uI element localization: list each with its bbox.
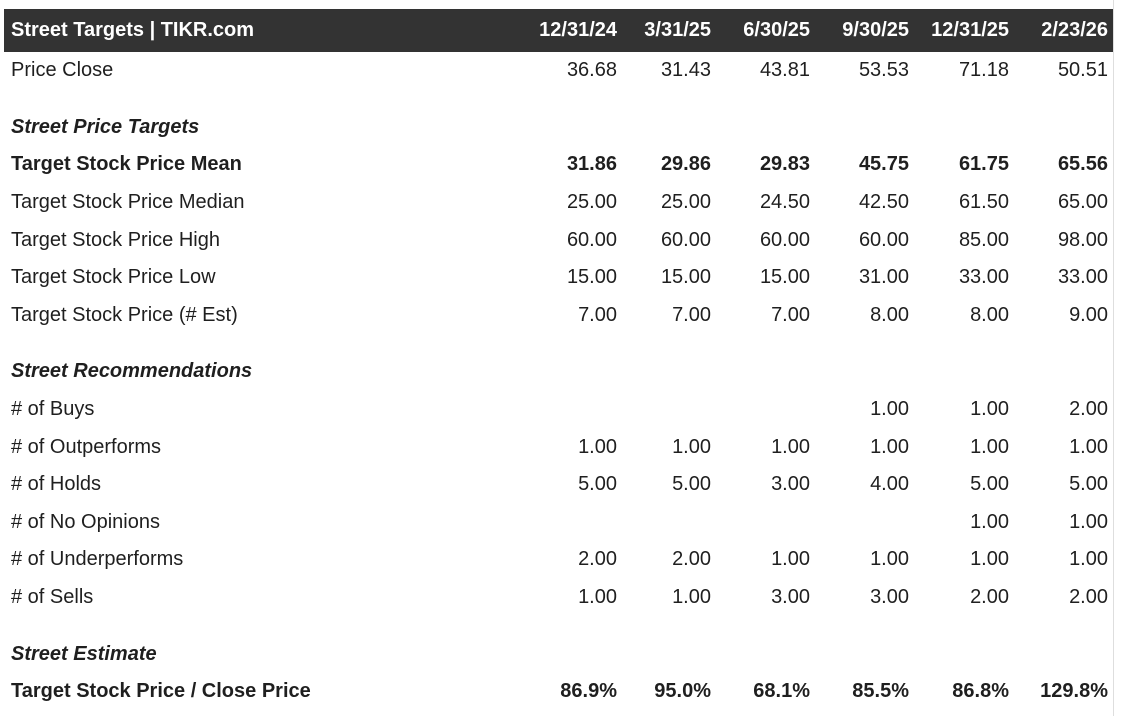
table-cell: 1.00 xyxy=(672,586,711,609)
table-cell: 50.51 xyxy=(1057,59,1108,82)
section-heading: Street Recommendations xyxy=(11,360,253,383)
table-cell xyxy=(716,504,815,542)
section-header-recommendations xyxy=(4,353,1113,391)
table-cell: 65.56 xyxy=(1057,153,1108,176)
table-cell: 1.00 xyxy=(1069,510,1108,533)
table-cell: 1.00 xyxy=(578,435,617,458)
section-heading: Street Price Targets xyxy=(11,115,200,138)
table-cell: 4.00 xyxy=(870,473,909,496)
date-header[interactable]: 12/31/24 xyxy=(539,19,617,41)
table-cell xyxy=(716,391,815,429)
table-cell: 25.00 xyxy=(660,191,711,214)
table-row-target-low xyxy=(4,259,1113,297)
table-cell: 1.00 xyxy=(870,435,909,458)
table-cell: 2.00 xyxy=(672,548,711,571)
table-cell: 61.50 xyxy=(958,191,1009,214)
table-row-buys xyxy=(4,391,1113,429)
table-cell: 1.00 xyxy=(970,435,1009,458)
table-cell: 2.00 xyxy=(970,586,1009,609)
table-cell xyxy=(622,504,716,542)
date-header[interactable]: 9/30/25 xyxy=(842,19,909,41)
table-cell: 1.00 xyxy=(970,398,1009,421)
table-cell: 36.68 xyxy=(566,59,617,82)
row-label: # of Underperforms xyxy=(11,548,184,571)
table-cell: 60.00 xyxy=(759,228,810,251)
row-label: Target Stock Price Low xyxy=(11,266,216,289)
table-cell: 129.8% xyxy=(1040,680,1108,703)
date-header[interactable]: 3/31/25 xyxy=(644,19,711,41)
table-cell: 95.0% xyxy=(654,680,711,703)
table-row-target-mean xyxy=(4,146,1113,184)
table-row-price-close xyxy=(4,52,1113,90)
table-cell: 42.50 xyxy=(858,191,909,214)
table-cell: 1.00 xyxy=(970,510,1009,533)
table-cell: 86.9% xyxy=(560,680,617,703)
table-cell: 1.00 xyxy=(870,398,909,421)
table-cell: 2.00 xyxy=(1069,398,1108,421)
table-cell: 1.00 xyxy=(578,586,617,609)
row-label: Target Stock Price / Close Price xyxy=(11,680,311,703)
table-row-no-opinions xyxy=(4,504,1113,542)
row-label: Target Stock Price Mean xyxy=(11,153,242,176)
table-cell: 1.00 xyxy=(870,548,909,571)
table-row-sells xyxy=(4,579,1113,617)
table-cell: 2.00 xyxy=(1069,586,1108,609)
table-cell: 68.1% xyxy=(753,680,810,703)
table-cell: 53.53 xyxy=(858,59,909,82)
table-cell: 29.83 xyxy=(759,153,810,176)
table-cell: 71.18 xyxy=(958,59,1009,82)
section-heading: Street Estimate xyxy=(11,642,157,665)
row-label: # of Sells xyxy=(11,586,94,609)
table-cell: 60.00 xyxy=(858,228,909,251)
table-cell: 1.00 xyxy=(672,435,711,458)
table-cell: 15.00 xyxy=(660,266,711,289)
table-cell: 31.86 xyxy=(566,153,617,176)
table-cell: 33.00 xyxy=(958,266,1009,289)
table-cell: 85.5% xyxy=(852,680,909,703)
table-title: Street Targets | TIKR.com xyxy=(11,19,255,41)
table-cell: 98.00 xyxy=(1057,228,1108,251)
date-header[interactable]: 6/30/25 xyxy=(743,19,810,41)
row-label: Price Close xyxy=(11,59,114,82)
table-cell: 24.50 xyxy=(759,191,810,214)
row-label: # of Buys xyxy=(11,398,95,421)
table-cell: 65.00 xyxy=(1057,191,1108,214)
row-label: Target Stock Price Median xyxy=(11,191,245,214)
section-header-estimate xyxy=(4,635,1113,673)
table-cell xyxy=(622,391,716,429)
table-cell: 1.00 xyxy=(970,548,1009,571)
table-row-underperforms xyxy=(4,541,1113,579)
table-cell xyxy=(815,504,914,542)
row-label: Target Stock Price (# Est) xyxy=(11,303,238,326)
table-cell: 8.00 xyxy=(970,303,1009,326)
table-cell: 3.00 xyxy=(771,473,810,496)
table-cell: 5.00 xyxy=(672,473,711,496)
table-cell: 3.00 xyxy=(771,586,810,609)
spacer-row xyxy=(4,334,1113,353)
table-cell: 3.00 xyxy=(870,586,909,609)
table-cell: 60.00 xyxy=(660,228,711,251)
table-cell: 43.81 xyxy=(759,59,810,82)
table-cell: 1.00 xyxy=(771,548,810,571)
table-row-target-median xyxy=(4,184,1113,222)
table-row-outperforms xyxy=(4,428,1113,466)
table-cell: 29.86 xyxy=(660,153,711,176)
table-cell: 45.75 xyxy=(858,153,909,176)
table-cell: 33.00 xyxy=(1057,266,1108,289)
row-label: # of No Opinions xyxy=(11,510,160,533)
street-targets-table xyxy=(4,9,1113,711)
table-cell: 86.8% xyxy=(952,680,1009,703)
table-cell: 60.00 xyxy=(566,228,617,251)
table-cell: 1.00 xyxy=(1069,548,1108,571)
table-cell: 25.00 xyxy=(566,191,617,214)
table-row-target-close-ratio xyxy=(4,673,1113,711)
table-cell: 9.00 xyxy=(1069,303,1108,326)
table-cell: 5.00 xyxy=(578,473,617,496)
table-row-holds xyxy=(4,466,1113,504)
table-cell: 5.00 xyxy=(1069,473,1108,496)
table-cell: 7.00 xyxy=(578,303,617,326)
right-border xyxy=(1113,0,1114,716)
row-label: Target Stock Price High xyxy=(11,228,220,251)
table-cell: 31.43 xyxy=(660,59,711,82)
row-label: # of Holds xyxy=(11,473,102,496)
table-cell: 15.00 xyxy=(566,266,617,289)
table-row-target-est-count xyxy=(4,297,1113,335)
table-cell xyxy=(526,391,622,429)
spacer-row xyxy=(4,90,1113,109)
table-cell xyxy=(526,504,622,542)
table-cell: 85.00 xyxy=(958,228,1009,251)
row-label: # of Outperforms xyxy=(11,435,162,458)
table-cell: 15.00 xyxy=(759,266,810,289)
table-cell: 1.00 xyxy=(1069,435,1108,458)
date-header[interactable]: 2/23/26 xyxy=(1041,19,1108,41)
table-cell: 8.00 xyxy=(870,303,909,326)
section-header-price-targets xyxy=(4,109,1113,147)
table-row-target-high xyxy=(4,221,1113,259)
table-cell: 2.00 xyxy=(578,548,617,571)
table-cell: 5.00 xyxy=(970,473,1009,496)
table-cell: 7.00 xyxy=(672,303,711,326)
table-cell: 31.00 xyxy=(858,266,909,289)
header-row xyxy=(4,9,1113,52)
date-header[interactable]: 12/31/25 xyxy=(931,19,1009,41)
table-cell: 61.75 xyxy=(958,153,1009,176)
spacer-row xyxy=(4,616,1113,635)
table-cell: 1.00 xyxy=(771,435,810,458)
table-cell: 7.00 xyxy=(771,303,810,326)
